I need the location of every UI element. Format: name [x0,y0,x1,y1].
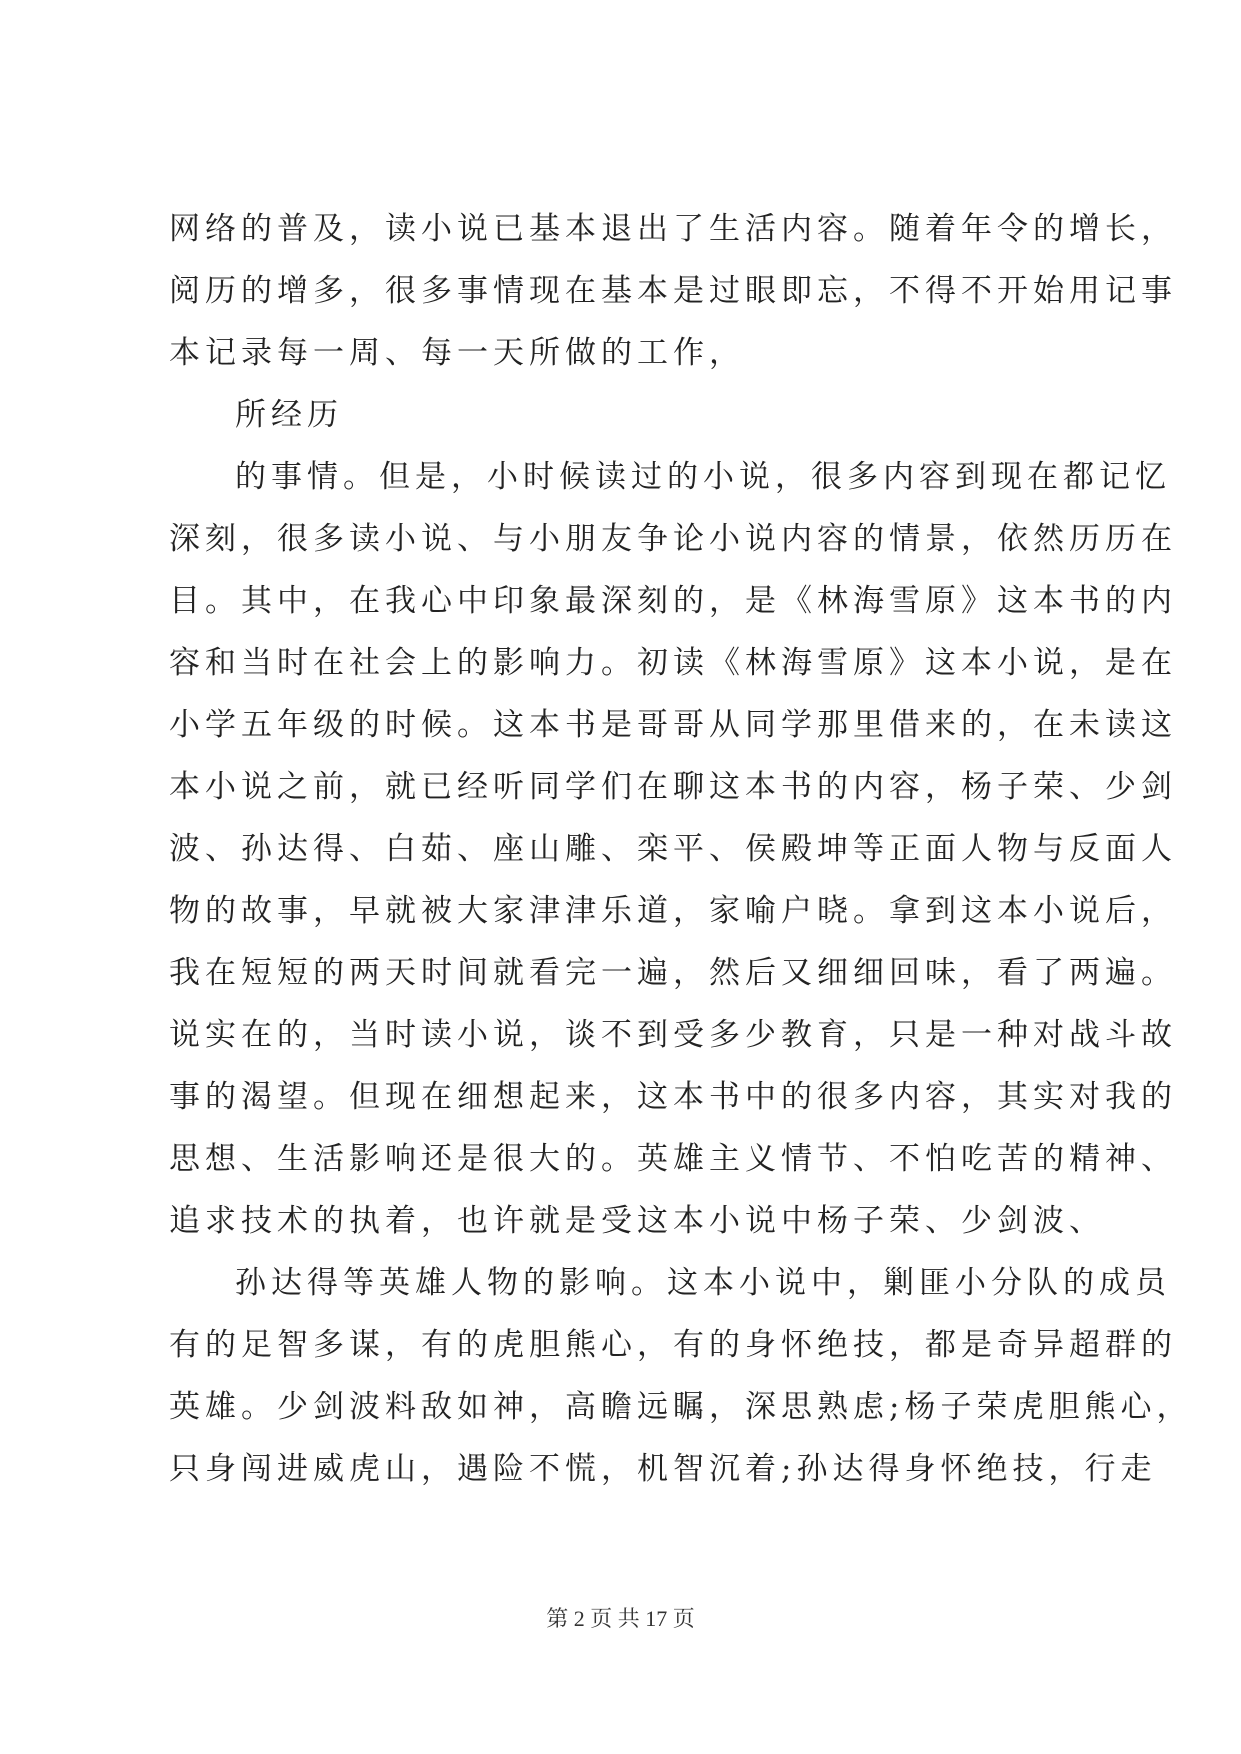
text-line: 阅历的增多，很多事情现在基本是过眼即忘，不得不开始用记事 [169,273,1177,309]
text-line: 目。其中，在我心中印象最深刻的，是《林海雪原》这本书的内 [169,583,1177,619]
text-line: 的事情。但是，小时候读过的小说，很多内容到现在都记忆 [235,459,1171,495]
text-line: 本小说之前，就已经听同学们在聊这本书的内容，杨子荣、少剑 [169,769,1177,805]
text-line: 波、孙达得、白茹、座山雕、栾平、侯殿坤等正面人物与反面人 [169,831,1177,867]
text-line: 所经历 [235,397,343,433]
text-line: 网络的普及，读小说已基本退出了生活内容。随着年令的增长， [169,211,1177,247]
text-line: 英雄。少剑波料敌如神，高瞻远瞩，深思熟虑;杨子荣虎胆熊心， [169,1389,1193,1425]
text-line: 小学五年级的时候。这本书是哥哥从同学那里借来的，在未读这 [169,707,1177,743]
text-line: 孙达得等英雄人物的影响。这本小说中，剿匪小分队的成员 [235,1265,1171,1301]
text-line: 物的故事，早就被大家津津乐道，家喻户晓。拿到这本小说后， [169,893,1177,929]
text-line: 容和当时在社会上的影响力。初读《林海雪原》这本小说，是在 [169,645,1177,681]
text-line: 追求技术的执着，也许就是受这本小说中杨子荣、少剑波、 [169,1203,1105,1239]
text-line: 事的渴望。但现在细想起来，这本书中的很多内容，其实对我的 [169,1079,1177,1115]
text-line: 深刻，很多读小说、与小朋友争论小说内容的情景，依然历历在 [169,521,1177,557]
page-footer: 第 2 页 共 17 页 [546,1606,695,1631]
text-line: 有的足智多谋，有的虎胆熊心，有的身怀绝技，都是奇异超群的 [169,1327,1177,1363]
text-line: 思想、生活影响还是很大的。英雄主义情节、不怕吃苦的精神、 [169,1141,1177,1177]
body-text [169,198,1193,1500]
text-line: 本记录每一周、每一天所做的工作， [169,335,745,371]
text-line: 说实在的，当时读小说，谈不到受多少教育，只是一种对战斗故 [169,1017,1177,1053]
text-line: 只身闯进威虎山，遇险不慌，机智沉着;孙达得身怀绝技，行走 [169,1451,1157,1487]
text-line: 我在短短的两天时间就看完一遍，然后又细细回味，看了两遍。 [169,955,1177,991]
